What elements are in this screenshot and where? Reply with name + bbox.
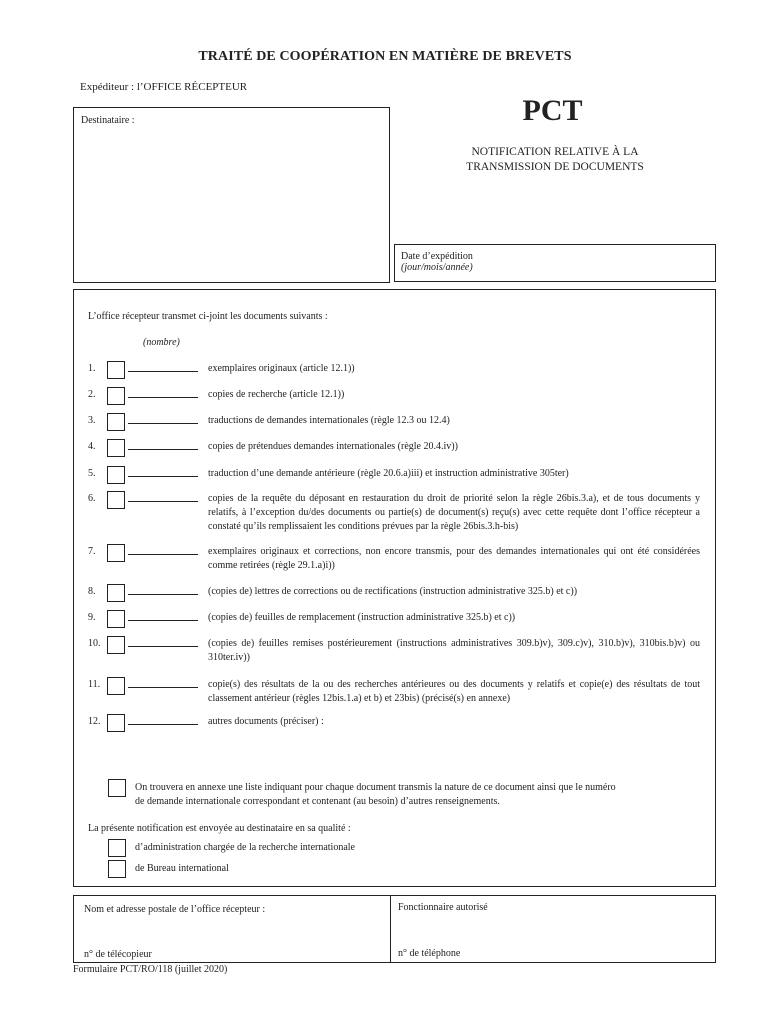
item-count-field[interactable] [128, 371, 198, 372]
annex-checkbox[interactable] [108, 779, 126, 797]
item-count-field[interactable] [128, 554, 198, 555]
item-count-field[interactable] [128, 397, 198, 398]
item-checkbox[interactable] [107, 636, 125, 654]
document-title: TRAITÉ DE COOPÉRATION EN MATIÈRE DE BREVETS [198, 49, 572, 64]
capacity-isa-checkbox[interactable] [108, 839, 126, 857]
item-text: autres documents (préciser) : [208, 716, 324, 727]
item-count-field[interactable] [128, 620, 198, 621]
item-text: (copies de) feuilles remises postérieurement (instructions administratives 309.b)v), 309.c)v), 310.b)v), 310bis.b)v) ou 310ter.iv)) [208, 638, 700, 663]
date-format: (jour/mois/année) [401, 262, 473, 273]
recipient-label: Destinataire : [81, 115, 135, 126]
capacity-ib-checkbox[interactable] [108, 860, 126, 878]
capacity-isa-label: d’administration chargée de la recherche internationale [135, 842, 355, 853]
annex-text-line2: de demande internationale correspondant et contenant (au besoin) d’autres renseignements. [135, 796, 500, 807]
item-count-field[interactable] [128, 476, 198, 477]
item-number: 8. [88, 586, 96, 597]
date-label-text: Date d’expédition [401, 251, 473, 262]
office-address-box[interactable] [73, 895, 391, 963]
notification-title-line2: TRANSMISSION DE DOCUMENTS [466, 161, 644, 173]
count-label: (nombre) [143, 337, 180, 348]
item-text: traduction d’une demande antérieure (règle 20.6.a)iii) et instruction administrative 305ter) [208, 468, 569, 479]
item-count-field[interactable] [128, 687, 198, 688]
item-text: copie(s) des résultats de la ou des recherches antérieures ou des documents y relatifs et copie(e) des résultats de tout classement antérieur (règles 12bis.1.a) et b) et 23bis) (précisé(s) en annexe) [208, 679, 700, 704]
item-checkbox[interactable] [107, 677, 125, 695]
item-count-field[interactable] [128, 724, 198, 725]
item-checkbox[interactable] [107, 491, 125, 509]
item-count-field[interactable] [128, 423, 198, 424]
item-number: 11. [88, 679, 101, 690]
item-count-field[interactable] [128, 501, 198, 502]
item-checkbox[interactable] [107, 439, 125, 457]
notification-title-line1: NOTIFICATION RELATIVE À LA [471, 146, 639, 158]
form-id: Formulaire PCT/RO/118 (juillet 2020) [73, 964, 228, 975]
item-text: exemplaires originaux et corrections, non encore transmis, pour des demandes internationales qui ont été considérées comme retirées (règle 29.1.a)i)) [208, 546, 700, 571]
item-text: traductions de demandes internationales (règle 12.3 ou 12.4) [208, 415, 450, 426]
item-number: 6. [88, 493, 96, 504]
address-label: Nom et adresse postale de l’office récepteur : [84, 904, 266, 915]
annex-text-line1: On trouvera en annexe une liste indiquant pour chaque document transmis la nature de ce document ainsi que le numéro [135, 782, 616, 793]
item-count-field[interactable] [128, 594, 198, 595]
pct-heading: PCT [522, 94, 583, 127]
authorized-officer-box[interactable] [390, 895, 716, 963]
capacity-ib-label: de Bureau international [135, 863, 229, 874]
official-label: Fonctionnaire autorisé [398, 902, 488, 913]
item-checkbox[interactable] [107, 387, 125, 405]
item-number: 5. [88, 468, 96, 479]
item-text: copies de prétendues demandes internationales (règle 20.4.iv)) [208, 441, 458, 452]
item-text: copies de recherche (article 12.1)) [208, 389, 345, 400]
item-checkbox[interactable] [107, 544, 125, 562]
item-checkbox[interactable] [107, 413, 125, 431]
item-text: (copies de) lettres de corrections ou de rectifications (instruction administrative 325.b) et c)) [208, 586, 578, 597]
item-checkbox[interactable] [107, 610, 125, 628]
item-text: exemplaires originaux (article 12.1)) [208, 363, 355, 374]
recipient-box[interactable] [73, 107, 390, 283]
notification-title [430, 145, 680, 175]
item-checkbox[interactable] [107, 361, 125, 379]
item-number: 12. [88, 716, 101, 727]
item-number: 7. [88, 546, 96, 557]
fax-label: n° de télécopieur [84, 949, 152, 960]
item-number: 9. [88, 612, 96, 623]
annex-text [135, 781, 705, 809]
item-number: 10. [88, 638, 101, 649]
item-number: 4. [88, 441, 96, 452]
item-checkbox[interactable] [107, 714, 125, 732]
item-checkbox[interactable] [107, 584, 125, 602]
item-number: 3. [88, 415, 96, 426]
item-count-field[interactable] [128, 646, 198, 647]
item-text: (copies de) feuilles de remplacement (instruction administrative 325.b) et c)) [208, 612, 516, 623]
capacity-intro: La présente notification est envoyée au destinataire en sa qualité : [88, 823, 351, 834]
date-label [401, 251, 473, 273]
item-number: 2. [88, 389, 96, 400]
intro-text: L’office récepteur transmet ci-joint les documents suivants : [88, 311, 328, 322]
item-count-field[interactable] [128, 449, 198, 450]
date-box[interactable] [394, 244, 716, 282]
sender-line: Expéditeur : l’OFFICE RÉCEPTEUR [80, 81, 248, 93]
item-text: copies de la requête du déposant en restauration du droit de priorité selon la règle 26bis.3.a), et de tous documents y relatifs, à l’exception du/des documents ou partie(s) de document(s) reçu(s) avec cette requête dont l’office récepteur a constaté qu’ils remplissaient les conditions prévues par la règle 26bis.3.h-bis) [208, 493, 700, 532]
item-number: 1. [88, 363, 96, 374]
item-checkbox[interactable] [107, 466, 125, 484]
phone-label: n° de téléphone [398, 948, 461, 959]
